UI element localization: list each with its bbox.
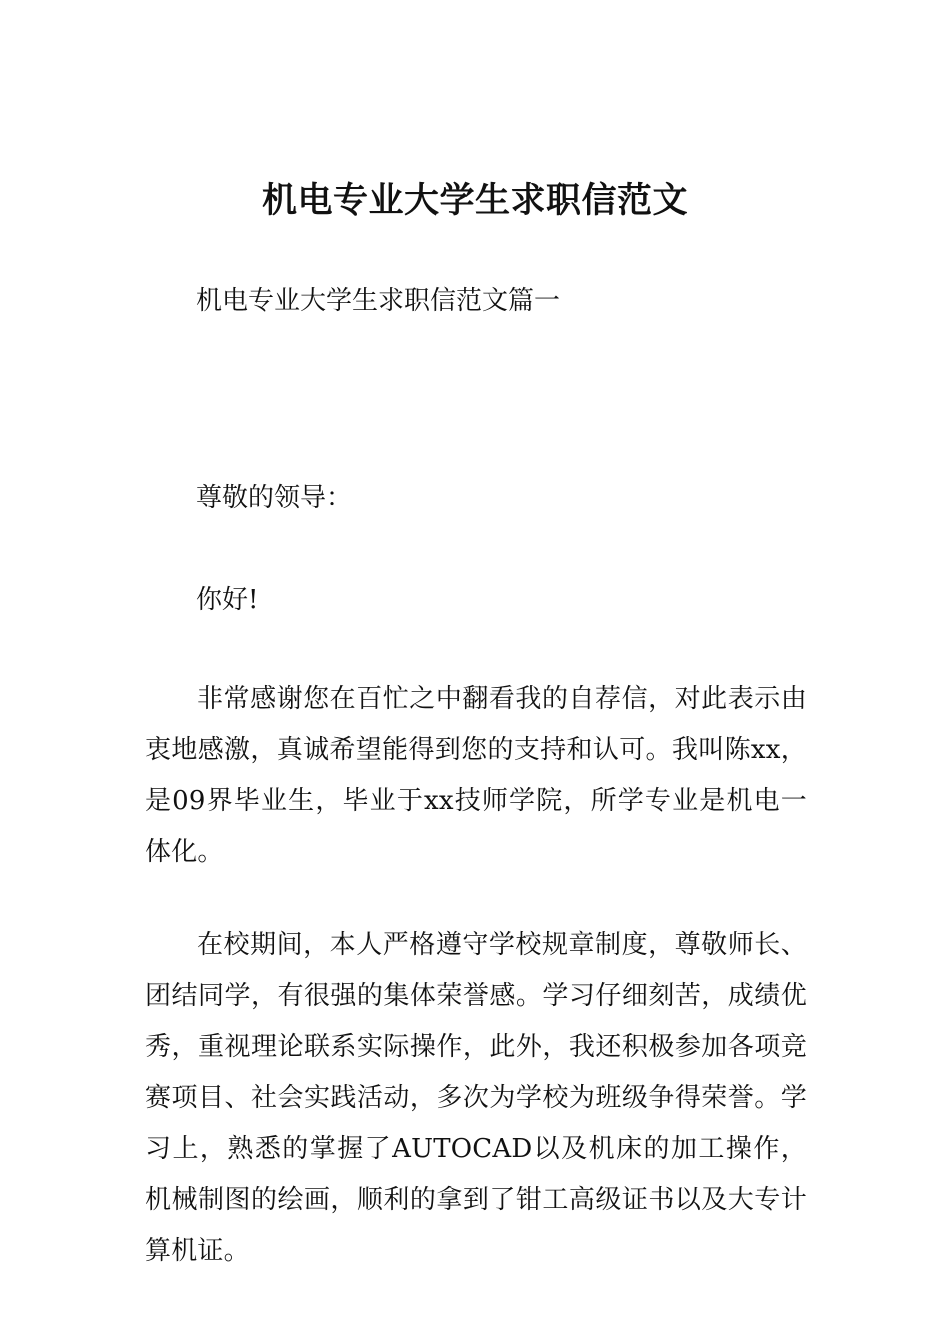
greeting: 你好! (196, 585, 259, 615)
salutation: 尊敬的领导： (196, 483, 353, 513)
paragraph-school-performance: 在校期间，本人严格遵守学校规章制度，尊敬师长、团结同学，有很强的集体荣誉感。学习仔细刻苦，成绩优秀，重视理论联系实际操作，此外，我还积极参加各项竞赛项目、社会实践活动，多次为学校为班级争得荣誉。学习上，熟悉的掌握了AUTOCAD以及机床的加工操作，机械制图的绘画，顺利的拿到了钳工高级证书以及大专计算机证。 (145, 930, 807, 1266)
paragraph-introduction: 非常感谢您在百忙之中翻看我的自荐信，对此表示由衷地感激，真诚希望能得到您的支持和认可。我叫陈xx，是09界毕业生，毕业于xx技师学院，所学专业是机电一体化。 (145, 684, 807, 867)
document-title: 机电专业大学生求职信范文 (261, 181, 688, 221)
document-subtitle: 机电专业大学生求职信范文篇一 (196, 286, 561, 316)
